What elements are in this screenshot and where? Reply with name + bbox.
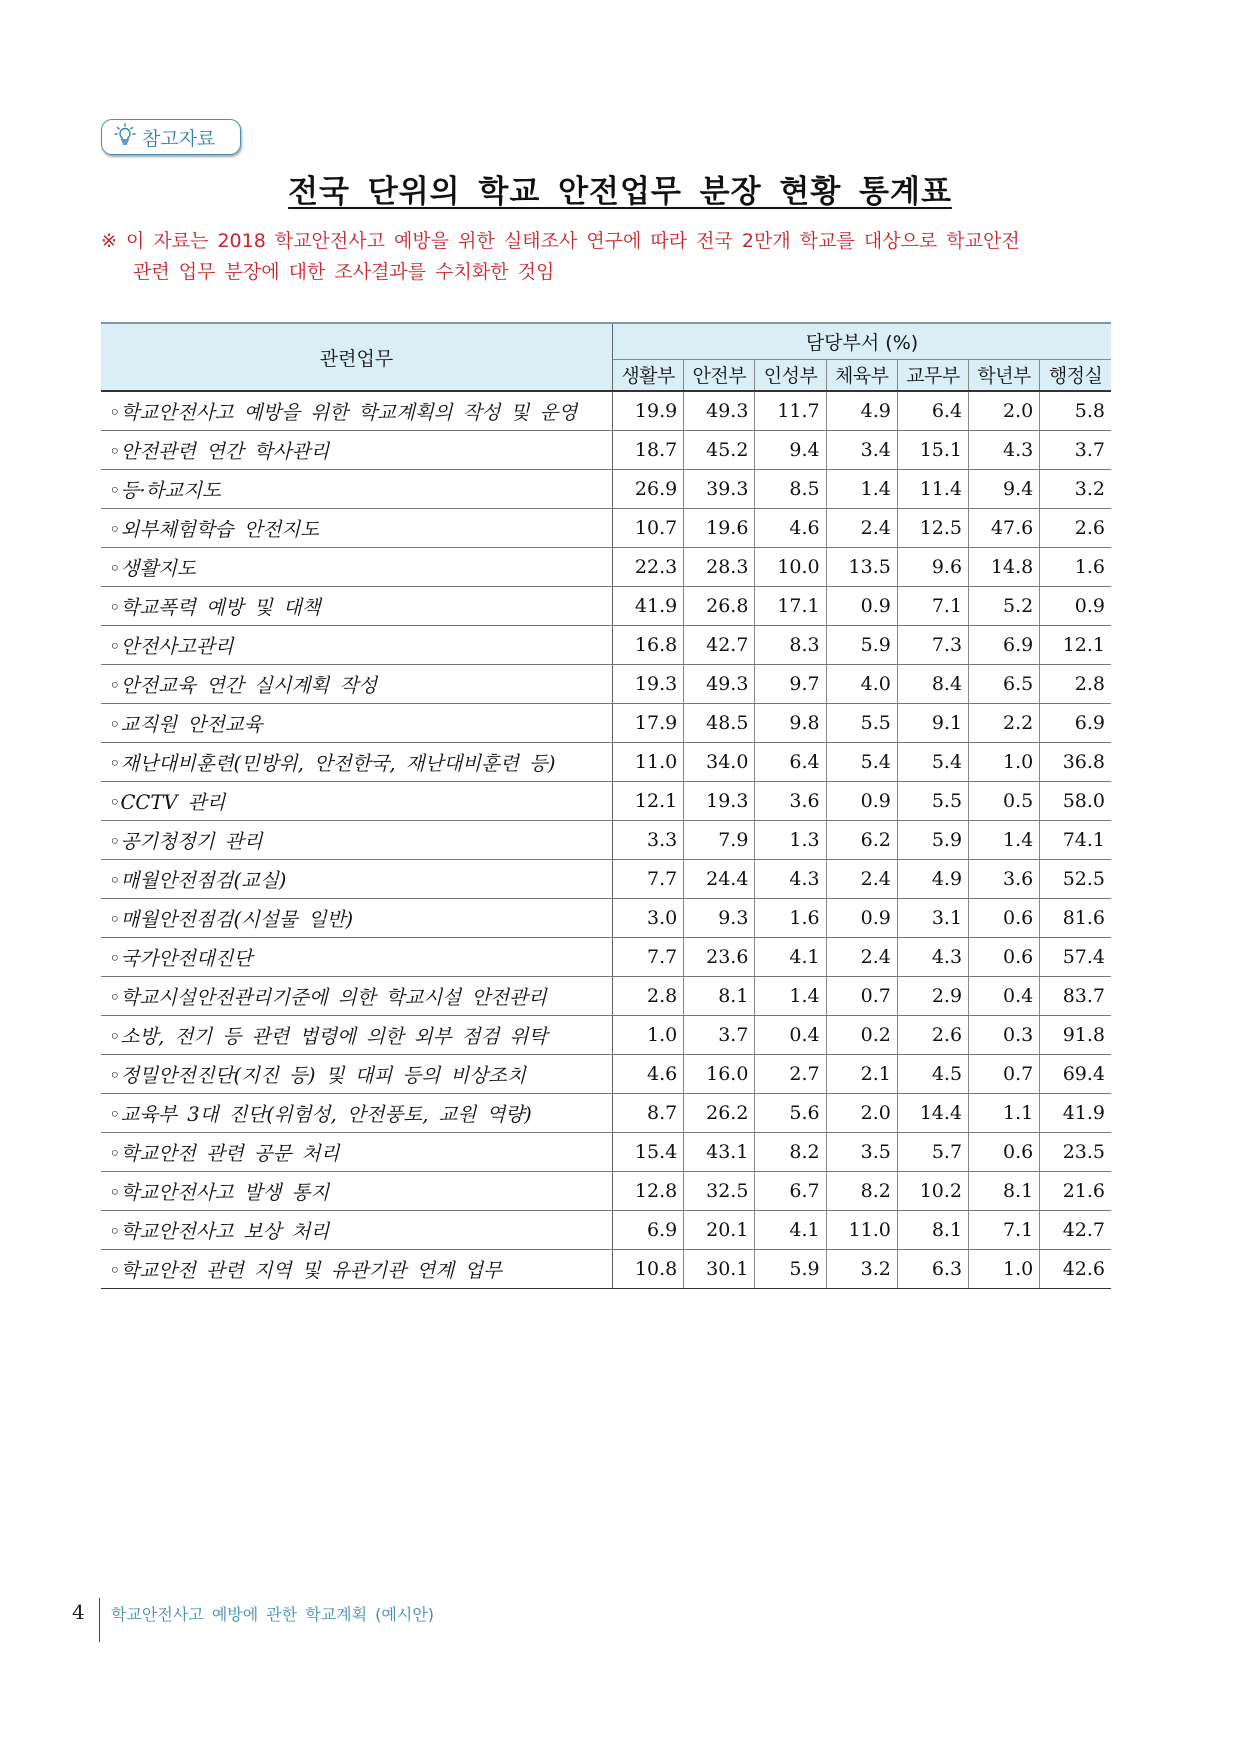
value-cell: 4.9 [826, 391, 897, 431]
value-cell: 4.9 [897, 860, 968, 899]
value-cell: 1.3 [755, 821, 826, 860]
value-cell: 0.7 [826, 977, 897, 1016]
value-cell: 28.3 [684, 548, 755, 587]
value-cell: 16.0 [684, 1055, 755, 1094]
note-line-2: 관련 업무 분장에 대한 조사결과를 수치화한 것임 [133, 261, 555, 283]
value-cell: 2.8 [1040, 665, 1111, 704]
page-number: 4 [72, 1600, 85, 1624]
value-cell: 0.9 [826, 899, 897, 938]
value-cell: 69.4 [1040, 1055, 1111, 1094]
value-cell: 1.0 [969, 743, 1040, 782]
table-row [101, 938, 1111, 977]
reference-badge [101, 119, 241, 155]
value-cell: 24.4 [684, 860, 755, 899]
value-cell: 5.5 [897, 782, 968, 821]
value-cell: 3.6 [755, 782, 826, 821]
value-cell: 19.3 [684, 782, 755, 821]
value-cell: 4.3 [897, 938, 968, 977]
task-cell: ◦CCTV 관리 [101, 782, 613, 821]
value-cell: 81.6 [1040, 899, 1111, 938]
value-cell: 4.5 [897, 1055, 968, 1094]
column-header: 교무부 [897, 359, 968, 391]
value-cell: 11.4 [897, 470, 968, 509]
value-cell: 6.9 [613, 1211, 684, 1250]
task-cell: ◦등·하교지도 [101, 470, 613, 509]
column-header: 안전부 [684, 359, 755, 391]
column-header: 체육부 [826, 359, 897, 391]
value-cell: 19.3 [613, 665, 684, 704]
value-cell: 74.1 [1040, 821, 1111, 860]
value-cell: 47.6 [969, 509, 1040, 548]
value-cell: 1.6 [1040, 548, 1111, 587]
value-cell: 16.8 [613, 626, 684, 665]
table-row [101, 470, 1111, 509]
value-cell: 32.5 [684, 1172, 755, 1211]
value-cell: 3.0 [613, 899, 684, 938]
value-cell: 19.9 [613, 391, 684, 431]
value-cell: 36.8 [1040, 743, 1111, 782]
value-cell: 14.8 [969, 548, 1040, 587]
table-row [101, 1133, 1111, 1172]
value-cell: 7.7 [613, 938, 684, 977]
value-cell: 10.2 [897, 1172, 968, 1211]
header-task: 관련업무 [101, 323, 613, 391]
table-row [101, 548, 1111, 587]
value-cell: 23.6 [684, 938, 755, 977]
table-row [101, 587, 1111, 626]
value-cell: 10.7 [613, 509, 684, 548]
column-header: 인성부 [755, 359, 826, 391]
table-row [101, 626, 1111, 665]
value-cell: 6.2 [826, 821, 897, 860]
value-cell: 4.0 [826, 665, 897, 704]
value-cell: 2.2 [969, 704, 1040, 743]
value-cell: 9.4 [969, 470, 1040, 509]
value-cell: 17.1 [755, 587, 826, 626]
table-row [101, 860, 1111, 899]
value-cell: 8.4 [897, 665, 968, 704]
value-cell: 2.6 [897, 1016, 968, 1055]
value-cell: 10.0 [755, 548, 826, 587]
value-cell: 8.2 [826, 1172, 897, 1211]
value-cell: 6.9 [1040, 704, 1111, 743]
value-cell: 52.5 [1040, 860, 1111, 899]
value-cell: 42.7 [684, 626, 755, 665]
value-cell: 43.1 [684, 1133, 755, 1172]
task-cell: ◦학교폭력 예방 및 대책 [101, 587, 613, 626]
value-cell: 2.9 [897, 977, 968, 1016]
column-header: 행정실 [1040, 359, 1111, 391]
value-cell: 7.1 [969, 1211, 1040, 1250]
task-cell: ◦국가안전대진단 [101, 938, 613, 977]
value-cell: 2.1 [826, 1055, 897, 1094]
value-cell: 3.2 [826, 1250, 897, 1289]
value-cell: 7.7 [613, 860, 684, 899]
value-cell: 0.4 [969, 977, 1040, 1016]
value-cell: 5.4 [897, 743, 968, 782]
task-cell: ◦학교안전사고 보상 처리 [101, 1211, 613, 1250]
value-cell: 3.7 [1040, 431, 1111, 470]
value-cell: 12.1 [613, 782, 684, 821]
value-cell: 5.9 [755, 1250, 826, 1289]
value-cell: 2.4 [826, 860, 897, 899]
value-cell: 7.3 [897, 626, 968, 665]
task-cell: ◦생활지도 [101, 548, 613, 587]
value-cell: 18.7 [613, 431, 684, 470]
value-cell: 1.4 [826, 470, 897, 509]
value-cell: 0.9 [826, 782, 897, 821]
value-cell: 22.3 [613, 548, 684, 587]
value-cell: 1.4 [969, 821, 1040, 860]
task-cell: ◦학교안전사고 발생 통지 [101, 1172, 613, 1211]
value-cell: 1.4 [755, 977, 826, 1016]
value-cell: 3.3 [613, 821, 684, 860]
value-cell: 2.0 [969, 391, 1040, 431]
footer-text: 학교안전사고 예방에 관한 학교계획 (예시안) [111, 1605, 435, 1624]
value-cell: 5.4 [826, 743, 897, 782]
value-cell: 8.1 [684, 977, 755, 1016]
value-cell: 26.8 [684, 587, 755, 626]
table-row [101, 431, 1111, 470]
value-cell: 9.1 [897, 704, 968, 743]
value-cell: 1.0 [969, 1250, 1040, 1289]
task-cell: ◦매월안전점검(시설물 일반) [101, 899, 613, 938]
value-cell: 0.6 [969, 1133, 1040, 1172]
value-cell: 48.5 [684, 704, 755, 743]
value-cell: 3.6 [969, 860, 1040, 899]
value-cell: 3.1 [897, 899, 968, 938]
value-cell: 9.4 [755, 431, 826, 470]
column-header: 생활부 [613, 359, 684, 391]
value-cell: 9.7 [755, 665, 826, 704]
task-cell: ◦안전관련 연간 학사관리 [101, 431, 613, 470]
value-cell: 0.5 [969, 782, 1040, 821]
value-cell: 8.3 [755, 626, 826, 665]
value-cell: 23.5 [1040, 1133, 1111, 1172]
value-cell: 12.8 [613, 1172, 684, 1211]
value-cell: 49.3 [684, 391, 755, 431]
value-cell: 17.9 [613, 704, 684, 743]
task-cell: ◦교육부 3대 진단(위험성, 안전풍토, 교원 역량) [101, 1094, 613, 1133]
value-cell: 2.4 [826, 938, 897, 977]
table-row [101, 704, 1111, 743]
value-cell: 2.6 [1040, 509, 1111, 548]
value-cell: 7.1 [897, 587, 968, 626]
note-text [101, 226, 1121, 288]
value-cell: 1.6 [755, 899, 826, 938]
value-cell: 6.3 [897, 1250, 968, 1289]
task-cell: ◦학교시설안전관리기준에 의한 학교시설 안전관리 [101, 977, 613, 1016]
value-cell: 41.9 [613, 587, 684, 626]
footer-divider [99, 1598, 100, 1642]
table-row [101, 1094, 1111, 1133]
value-cell: 0.6 [969, 938, 1040, 977]
value-cell: 8.1 [897, 1211, 968, 1250]
table-row [101, 1250, 1111, 1289]
value-cell: 11.7 [755, 391, 826, 431]
value-cell: 8.1 [969, 1172, 1040, 1211]
task-cell: ◦학교안전 관련 지역 및 유관기관 연계 업무 [101, 1250, 613, 1289]
value-cell: 14.4 [897, 1094, 968, 1133]
value-cell: 1.1 [969, 1094, 1040, 1133]
table-row [101, 1172, 1111, 1211]
table-row [101, 899, 1111, 938]
value-cell: 20.1 [684, 1211, 755, 1250]
value-cell: 39.3 [684, 470, 755, 509]
value-cell: 3.5 [826, 1133, 897, 1172]
table-row [101, 1211, 1111, 1250]
value-cell: 26.9 [613, 470, 684, 509]
value-cell: 4.6 [755, 509, 826, 548]
value-cell: 5.9 [826, 626, 897, 665]
value-cell: 2.4 [826, 509, 897, 548]
table-row [101, 665, 1111, 704]
value-cell: 6.9 [969, 626, 1040, 665]
task-cell: ◦재난대비훈련(민방위, 안전한국, 재난대비훈련 등) [101, 743, 613, 782]
value-cell: 26.2 [684, 1094, 755, 1133]
value-cell: 1.0 [613, 1016, 684, 1055]
value-cell: 2.0 [826, 1094, 897, 1133]
value-cell: 0.7 [969, 1055, 1040, 1094]
value-cell: 9.3 [684, 899, 755, 938]
value-cell: 13.5 [826, 548, 897, 587]
table-row [101, 1016, 1111, 1055]
value-cell: 0.6 [969, 899, 1040, 938]
value-cell: 4.6 [613, 1055, 684, 1094]
value-cell: 19.6 [684, 509, 755, 548]
value-cell: 30.1 [684, 1250, 755, 1289]
table-row [101, 391, 1111, 431]
value-cell: 0.3 [969, 1016, 1040, 1055]
table-row [101, 821, 1111, 860]
value-cell: 8.7 [613, 1094, 684, 1133]
value-cell: 5.2 [969, 587, 1040, 626]
note-line-1: ※ 이 자료는 2018 학교안전사고 예방을 위한 실태조사 연구에 따라 전국 2만개 학교를 대상으로 학교안전 [101, 230, 1020, 252]
task-cell: ◦학교안전 관련 공문 처리 [101, 1133, 613, 1172]
value-cell: 11.0 [613, 743, 684, 782]
task-cell: ◦외부체험학습 안전지도 [101, 509, 613, 548]
value-cell: 45.2 [684, 431, 755, 470]
value-cell: 42.6 [1040, 1250, 1111, 1289]
value-cell: 3.7 [684, 1016, 755, 1055]
page-title [0, 166, 1240, 211]
value-cell: 0.4 [755, 1016, 826, 1055]
task-cell: ◦소방, 전기 등 관련 법령에 의한 외부 점검 위탁 [101, 1016, 613, 1055]
value-cell: 9.8 [755, 704, 826, 743]
value-cell: 15.1 [897, 431, 968, 470]
badge-label: 참고자료 [142, 127, 216, 150]
value-cell: 83.7 [1040, 977, 1111, 1016]
table-row [101, 977, 1111, 1016]
value-cell: 7.9 [684, 821, 755, 860]
value-cell: 3.2 [1040, 470, 1111, 509]
task-cell: ◦공기청정기 관리 [101, 821, 613, 860]
value-cell: 12.1 [1040, 626, 1111, 665]
header-dept: 담당부서 (%) [613, 323, 1111, 359]
page-title-text: 전국 단위의 학교 안전업무 분장 현황 통계표 [288, 174, 952, 210]
value-cell: 91.8 [1040, 1016, 1111, 1055]
lightbulb-icon [114, 123, 136, 152]
value-cell: 5.7 [897, 1133, 968, 1172]
value-cell: 0.9 [1040, 587, 1111, 626]
value-cell: 41.9 [1040, 1094, 1111, 1133]
value-cell: 4.1 [755, 1211, 826, 1250]
value-cell: 6.5 [969, 665, 1040, 704]
value-cell: 8.2 [755, 1133, 826, 1172]
value-cell: 5.6 [755, 1094, 826, 1133]
table-row [101, 1055, 1111, 1094]
value-cell: 15.4 [613, 1133, 684, 1172]
table-row [101, 509, 1111, 548]
value-cell: 8.5 [755, 470, 826, 509]
table-row [101, 743, 1111, 782]
value-cell: 6.4 [897, 391, 968, 431]
value-cell: 49.3 [684, 665, 755, 704]
value-cell: 4.1 [755, 938, 826, 977]
value-cell: 10.8 [613, 1250, 684, 1289]
value-cell: 4.3 [755, 860, 826, 899]
column-header: 학년부 [969, 359, 1040, 391]
value-cell: 6.4 [755, 743, 826, 782]
value-cell: 9.6 [897, 548, 968, 587]
stats-table [101, 322, 1111, 1289]
task-cell: ◦안전교육 연간 실시계획 작성 [101, 665, 613, 704]
value-cell: 5.5 [826, 704, 897, 743]
value-cell: 58.0 [1040, 782, 1111, 821]
value-cell: 3.4 [826, 431, 897, 470]
value-cell: 42.7 [1040, 1211, 1111, 1250]
value-cell: 21.6 [1040, 1172, 1111, 1211]
task-cell: ◦교직원 안전교육 [101, 704, 613, 743]
value-cell: 0.2 [826, 1016, 897, 1055]
value-cell: 57.4 [1040, 938, 1111, 977]
value-cell: 4.3 [969, 431, 1040, 470]
task-cell: ◦학교안전사고 예방을 위한 학교계획의 작성 및 운영 [101, 391, 613, 431]
value-cell: 6.7 [755, 1172, 826, 1211]
value-cell: 2.7 [755, 1055, 826, 1094]
task-cell: ◦안전사고관리 [101, 626, 613, 665]
value-cell: 11.0 [826, 1211, 897, 1250]
value-cell: 12.5 [897, 509, 968, 548]
value-cell: 5.8 [1040, 391, 1111, 431]
task-cell: ◦매월안전점검(교실) [101, 860, 613, 899]
value-cell: 2.8 [613, 977, 684, 1016]
table-row [101, 782, 1111, 821]
value-cell: 5.9 [897, 821, 968, 860]
value-cell: 0.9 [826, 587, 897, 626]
value-cell: 34.0 [684, 743, 755, 782]
task-cell: ◦정밀안전진단(지진 등) 및 대피 등의 비상조치 [101, 1055, 613, 1094]
